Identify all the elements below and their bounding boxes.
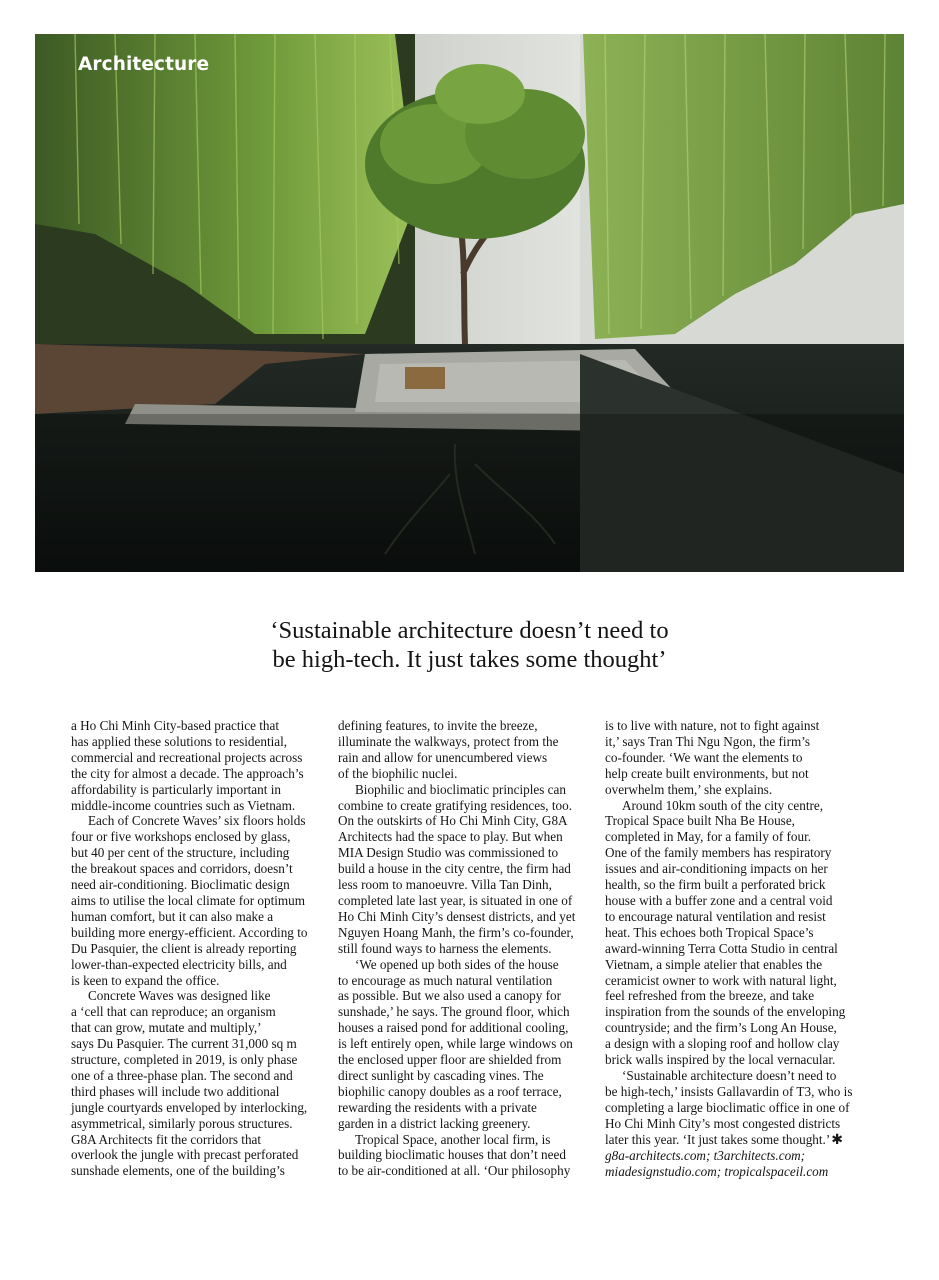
pull-quote-line: be high-tech. It just takes some thought’ [272,646,667,673]
article-line-text: biophilic canopy doubles as a roof terrace, [338,1083,562,1099]
article-line-text: issues and air-conditioning impacts on her [605,861,828,877]
article-line-text: health, so the firm built a perforated brick [605,877,826,893]
article-line-text: completed late last year, is situated in one of [338,892,573,908]
article-line-text: completed in May, for a family of four. [605,829,812,845]
pull-quote [0,616,939,674]
article-line-text: it,’ says Tran Thi Ngu Ngon, the firm’s [605,733,811,749]
article-line-text: garden in a district lacking greenery. [338,1115,531,1131]
article-line-text: third phases will include two additional [71,1083,280,1099]
article-column-2 [338,718,586,1179]
article-line [71,734,319,750]
article-line [71,861,319,877]
article-line-text: feel refreshed from the breeze, and take [605,988,815,1004]
article-line [338,1100,586,1116]
article-line-text: Du Pasquier, the client is already reporting [71,940,297,956]
article-line-text: direct sunlight by cascading vines. The [338,1067,544,1083]
article-line-text: has applied these solutions to residential, [71,733,288,749]
article-line [338,1163,586,1179]
article-line-text: a design with a sloping roof and hollow clay [605,1036,840,1052]
article-line-text: Ho Chi Minh City’s densest districts, and yet [338,908,576,924]
article-line [605,734,853,750]
article-line [605,1004,853,1020]
article-line-text: Concrete Waves was designed like [88,988,271,1004]
article-line-text: help create built environments, but not [605,765,809,781]
article-column-1 [71,718,319,1179]
article-line [71,1147,319,1163]
article-line-text: Tropical Space built Nha Be House, [605,813,795,829]
article-line-text: middle-income countries such as Vietnam. [71,797,296,813]
article-line-text: houses a raised pond for additional cooling, [338,1020,569,1036]
article-line [338,766,586,782]
article-line-text: heat. This echoes both Tropical Space’s [605,924,814,940]
article-line [338,845,586,861]
article-line [338,1116,586,1132]
article-line [71,798,319,814]
article-line-text: Nguyen Hoang Manh, the firm’s co-founder, [338,924,574,940]
article-line [338,1036,586,1052]
pull-quote-line: ‘Sustainable architecture doesn’t need to [270,617,669,644]
article-line [605,782,853,798]
article-line [605,988,853,1004]
article-line-text: commercial and recreational projects across [71,749,303,765]
article-line-text: structure, completed in 2019, is only phase [71,1052,298,1068]
article-line-text: ‘Sustainable architecture doesn’t need to [622,1067,837,1083]
section-label: Architecture [78,54,210,75]
article-line [605,941,853,957]
article-line [605,829,853,845]
article-line-text: human comfort, but it can also make a [71,908,274,924]
article-line [71,1068,319,1084]
article-line [605,798,853,814]
article-line-text: later this year. ‘It just takes some thought.’ [605,1131,831,1147]
article-column-3 [605,718,853,1180]
article-line-text: Around 10km south of the city centre, [622,797,824,813]
article-line [338,973,586,989]
article-line [338,988,586,1004]
article-line [338,1147,586,1163]
article-line-text: build a house in the city centre, the firm had [338,861,571,877]
article-line [71,1163,319,1179]
article-line [71,973,319,989]
article-line-text: as possible. But we also used a canopy for [338,988,562,1004]
article-line [71,988,319,1004]
article-line-text: rain and allow for unencumbered views [338,749,548,765]
article-line [71,718,319,734]
article-line-text: need air-conditioning. Bioclimatic design [71,877,290,893]
article-line-text: is to live with nature, not to fight against [605,718,820,733]
article-line-text: G8A Architects fit the corridors that [71,1131,262,1147]
article-line-text: sunshade elements, one of the building’s [71,1163,285,1179]
article-line [605,973,853,989]
article-line [71,750,319,766]
article-line [71,1132,319,1148]
article-line [338,1052,586,1068]
article-line [338,925,586,941]
article-line [338,750,586,766]
article-line-text: but 40 per cent of the structure, including [71,845,290,861]
article-line [71,829,319,845]
article-line [338,718,586,734]
article-line-text: a Ho Chi Minh City-based practice that [71,718,280,733]
article-line-text: One of the family members has respiratory [605,845,832,861]
article-line-text: ceramicist owner to work with natural light, [605,972,837,988]
article-line [605,1068,853,1084]
article-line-text: brick walls inspired by the local vernacular. [605,1052,836,1068]
article-line-text: rewarding the residents with a private [338,1099,537,1115]
article-line [338,813,586,829]
article-line [71,1116,319,1132]
article-line [605,1084,853,1100]
article-line-text: ‘We opened up both sides of the house [355,956,559,972]
article-line [338,1020,586,1036]
article-line [71,1004,319,1020]
article-line [71,845,319,861]
article-line-text: defining features, to invite the breeze, [338,718,538,733]
article-line [338,1132,586,1148]
article-line-text: affordability is particularly important in [71,781,281,797]
article-line-text: Ho Chi Minh City’s most congested districts [605,1115,841,1131]
article-line [605,766,853,782]
article-line-text: award-winning Terra Cotta Studio in central [605,940,838,956]
article-line [605,1036,853,1052]
article-line-text: Each of Concrete Waves’ six floors holds [88,813,306,829]
article-line [338,1084,586,1100]
article-line [605,1148,853,1164]
article-line [605,1052,853,1068]
article-line [605,925,853,941]
article-line-text: is left entirely open, while large windows on [338,1036,573,1052]
article-line-text: Tropical Space, another local firm, is [355,1131,551,1147]
article-line [605,861,853,877]
article-line-text: a ‘cell that can reproduce; an organism [71,1004,276,1020]
article-line [338,798,586,814]
article-line-text: to encourage as much natural ventilation [338,972,553,988]
article-line-text: be high-tech,’ insists Gallavardin of T3, who is [605,1083,853,1099]
article-line-text: miadesignstudio.com; tropicalspaceil.com [605,1164,829,1180]
article-line [71,893,319,909]
article-line-text: says Du Pasquier. The current 31,000 sq m [71,1036,297,1052]
article-line [71,925,319,941]
end-mark-icon: ✱ [831,1131,843,1148]
article-line [605,877,853,893]
article-line-text: house with a buffer zone and a central void [605,892,833,908]
article-line-text: Biophilic and bioclimatic principles can [355,781,566,797]
article-line-text: jungle courtyards enveloped by interlocking, [71,1099,308,1115]
article-line [338,893,586,909]
article-line [605,813,853,829]
article-line-text: completing a large bioclimatic office in one of [605,1099,850,1115]
article-line-text: the enclosed upper floor are shielded from [338,1052,562,1068]
article-line [338,734,586,750]
article-line [338,877,586,893]
article-line [605,1132,853,1149]
article-line [71,1020,319,1036]
article-line-text: the breakout spaces and corridors, doesn’t [71,861,293,877]
article-line-text: still found ways to harness the elements. [338,940,552,956]
article-line-text: countryside; and the firm’s Long An House, [605,1020,837,1036]
article-line [71,813,319,829]
article-line [71,909,319,925]
article-line-text: overlook the jungle with precast perforated [71,1147,299,1163]
article-line [71,957,319,973]
article-line [71,1084,319,1100]
article-line-text: sunshade,’ he says. The ground floor, which [338,1004,570,1020]
article-line [71,1052,319,1068]
article-line [605,893,853,909]
article-line-text: four or five workshops enclosed by glass, [71,829,291,845]
article-line-text: less room to manoeuvre. Villa Tan Dinh, [338,877,552,893]
article-line-text: MIA Design Studio was commissioned to [338,845,559,861]
article-line [605,718,853,734]
courtyard-illustration [35,34,904,572]
article-line [71,782,319,798]
article-line-text: to encourage natural ventilation and resist [605,908,826,924]
article-line-text: lower-than-expected electricity bills, and [71,956,287,972]
article-line-text: On the outskirts of Ho Chi Minh City, G8A [338,813,568,829]
article-line-text: g8a-architects.com; t3architects.com; [605,1148,806,1164]
article-line-text: combine to create gratifying residences, too. [338,797,572,813]
article-line [338,829,586,845]
article-line [338,957,586,973]
article-line [338,1068,586,1084]
article-line [605,1116,853,1132]
article-line [605,909,853,925]
article-line [605,957,853,973]
article-line-text: is keen to expand the office. [71,972,220,988]
article-line [605,1100,853,1116]
article-line [71,877,319,893]
article-line-text: building bioclimatic houses that don’t need [338,1147,566,1163]
article-line [338,1004,586,1020]
article-line [605,1164,853,1180]
article-line-text: Vietnam, a simple atelier that enables the [605,956,823,972]
article-line-text: to be air-conditioned at all. ‘Our philosophy [338,1163,571,1179]
article-line [338,782,586,798]
article-line-text: overwhelm them,’ she explains. [605,781,773,797]
article-line [605,1020,853,1036]
article-line-text: that can grow, mutate and multiply,’ [71,1020,262,1036]
article-line-text: co-founder. ‘We want the elements to [605,749,803,765]
article-line-text: Architects had the space to play. But when [338,829,563,845]
article-line-text: asymmetrical, similarly porous structures. [71,1115,293,1131]
article-line [71,766,319,782]
article-line-text: building more energy-efficient. According to [71,924,308,940]
article-line-text: aims to utilise the local climate for optimum [71,892,306,908]
article-line-text: one of a three-phase plan. The second and [71,1067,293,1083]
article-line [338,941,586,957]
article-line [71,941,319,957]
article-line-text: of the biophilic nuclei. [338,765,458,781]
article-line-text: the city for almost a decade. The approach’s [71,765,304,781]
article-line [71,1100,319,1116]
article-line-text: inspiration from the sounds of the enveloping [605,1004,846,1020]
article-line [605,845,853,861]
courtyard-photo [35,34,904,572]
article-line-text: illuminate the walkways, protect from the [338,733,559,749]
article-line [605,750,853,766]
article-line [338,861,586,877]
article-line [338,909,586,925]
article-line [71,1036,319,1052]
